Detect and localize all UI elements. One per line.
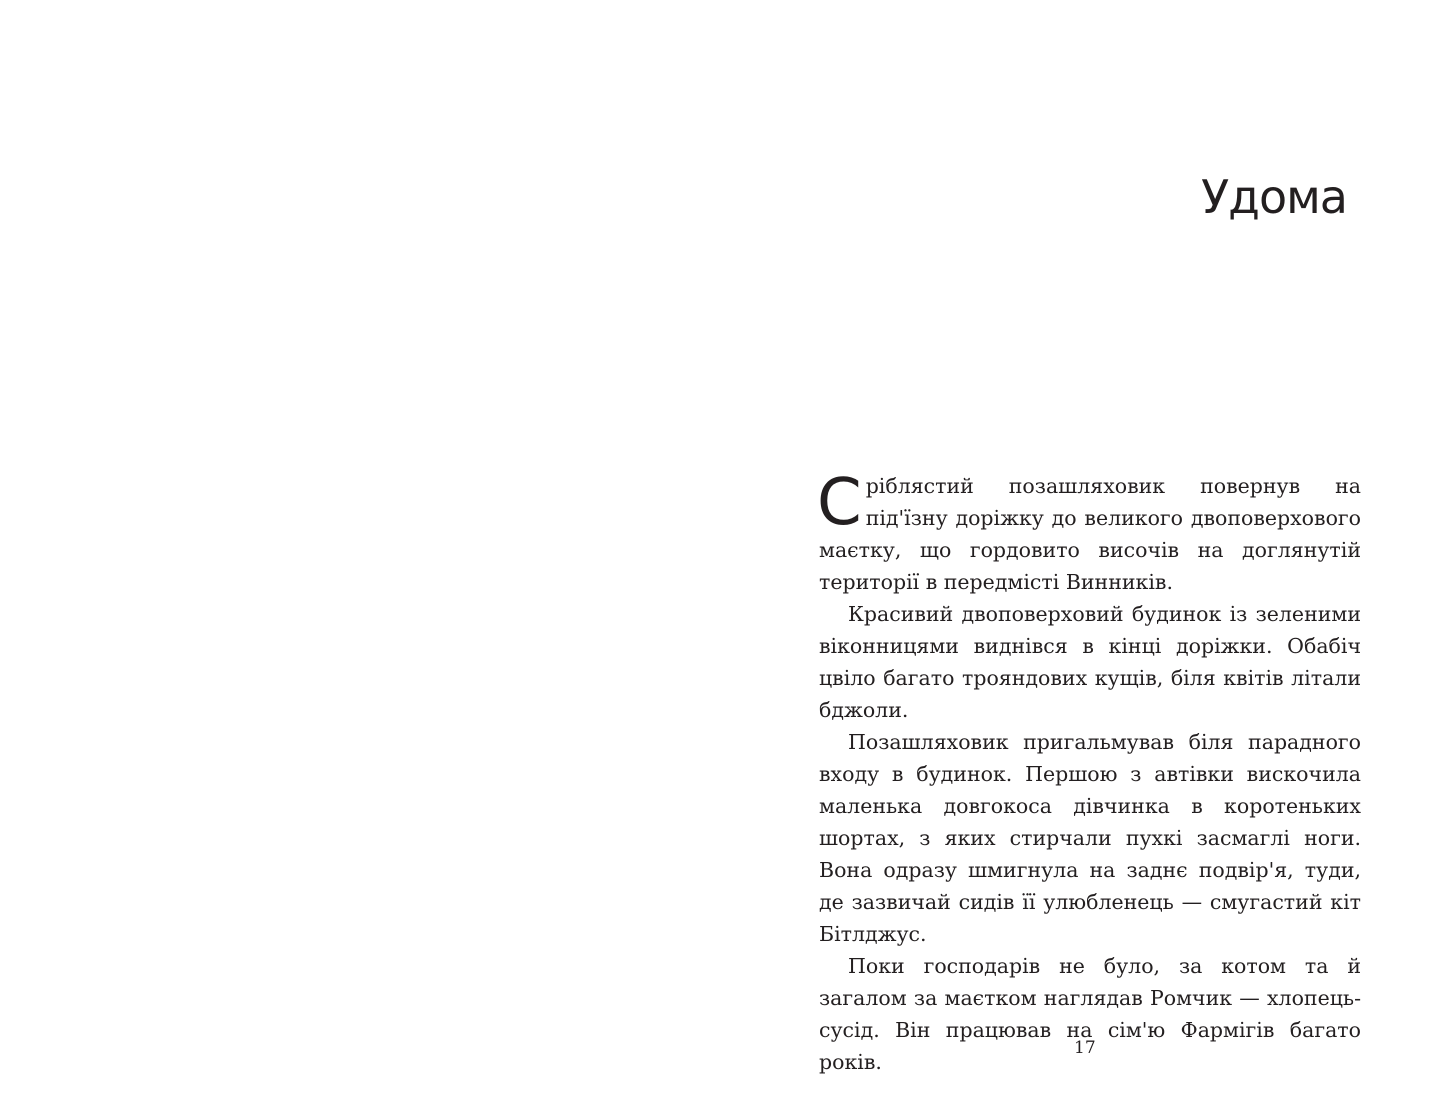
paragraph-3: Позашляховик пригальмував біля парадного входу в будинок. Першою з автівки вискочила маленька довгокоса дівчинка в коротеньких шортах, з яких стирчали пухкі засмаглі ноги. Вона одразу шмигнула на заднє подвір'я, туди, де зазвичай сидів її улюбленець — смугастий кіт Бітлджус.	[819, 730, 1361, 946]
chapter-title: Удома	[1201, 170, 1347, 224]
paragraph-1-text: ріблястий позашляховик повернув на під'їзну доріжку до великого двоповерхового маєтку, що гордовито височів на доглянутій території в передмісті Винників.	[819, 474, 1361, 594]
page-number: 17	[1074, 1038, 1096, 1058]
right-page	[722, 0, 1445, 1112]
left-page-blank	[0, 0, 722, 1112]
paragraph-4: Поки господарів не було, за котом та й загалом за маєтком наглядав Ромчик — хлопець-сусід. Він працював на сім'ю Фармігів багато років.	[819, 954, 1361, 1074]
paragraph-1	[817, 466, 1361, 598]
paragraph-2: Красивий двоповерховий будинок із зеленими віконницями виднівся в кінці доріжки. Обабіч цвіло багато трояндових кущів, біля квітів літали бджоли.	[819, 602, 1361, 722]
drop-cap: С	[817, 466, 862, 540]
chapter-body	[817, 466, 1361, 1078]
